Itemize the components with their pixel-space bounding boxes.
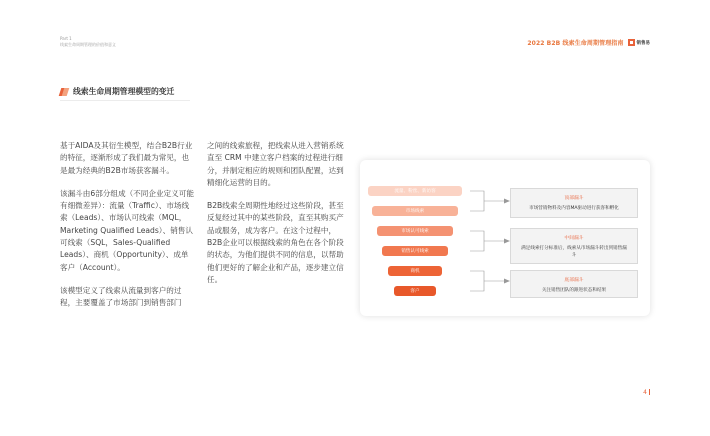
funnel-box-text: 满足线索打分标准后，线索从市场漏斗转出到销售漏斗 — [521, 246, 627, 258]
funnel-box-title: 中间漏斗 — [564, 236, 584, 241]
funnel-stage-label: 流量、粉丝、新访客 — [394, 189, 436, 194]
body-column-right — [207, 140, 345, 297]
report-title: 2022 B2B 线索生命周期管理指南 — [527, 40, 624, 47]
funnel-stage-label: 市场线索 — [405, 209, 425, 214]
page-number-value: 4 — [643, 389, 647, 396]
funnel-box-text: 关注销售团队的跟进状态和结果 — [541, 288, 607, 293]
funnel-box-title: 底部漏斗 — [564, 278, 584, 283]
funnel-stage-opportunity — [388, 266, 442, 276]
section-divider — [60, 100, 190, 101]
paragraph: B2B线索全周期性地经过这些阶段，甚至反复经过其中的某些阶段，直至其购买产品或服务，成为客户。在这个过程中，B2B企业可以根据线索的角色在各个阶段的状态，为他们提供不同的信息，以帮助他们更好的了解企业和产品，逐步建立信任。 — [207, 201, 344, 284]
paragraph: 该模型定义了线索从流量到客户的过程，主要覆盖了市场部门到销售部门 — [60, 285, 182, 308]
funnel-stage-label: 商机 — [410, 269, 420, 274]
funnel-diagram-card — [360, 160, 650, 316]
funnel-stage-account — [394, 286, 436, 296]
funnel-stage-leads — [372, 206, 458, 216]
body-column-left — [60, 140, 194, 321]
paragraph: 基于AIDA及其衍生模型，结合B2B行业的特征，逐渐形成了我们最为常见，也是最为经典的B2B市场获客漏斗。 — [60, 141, 193, 175]
funnel-stage-sql — [382, 246, 448, 256]
header-left — [60, 36, 116, 48]
funnel-box-top — [510, 188, 638, 218]
section-marker-icon — [60, 88, 68, 96]
logo-text: 销售易 — [636, 40, 650, 46]
funnel-box-text: 市场营销物料及内容MA驱动进行获客和孵化 — [529, 206, 619, 211]
page-number-bar — [649, 389, 650, 395]
funnel-stage-label: 销售认可线索 — [401, 249, 429, 254]
brand-logo — [628, 39, 651, 46]
funnel-box-bottom — [510, 270, 638, 298]
funnel-box-middle — [510, 228, 638, 264]
part-label: Part 1 — [60, 36, 72, 41]
funnel-box-title: 顶部漏斗 — [564, 196, 584, 201]
paragraph: 该漏斗由6部分组成（不同企业定义可能有细微差异）：流量（Traffic）、市场线索（Leads）、市场认可线索（MQL，Marketing Qualified Leads）、销售认可线索（SQL，Sales-Qualified Leads）、商机（Opportunity）、成单客户（Account）。 — [60, 188, 194, 272]
section-heading — [60, 86, 174, 97]
logo-icon — [628, 39, 635, 46]
funnel-stage-label: 客户 — [410, 289, 420, 294]
funnel-stage-traffic — [368, 186, 462, 196]
part-subtitle: 线索生命周期管理的价值和意义 — [60, 42, 116, 47]
funnel-stage-label: 市场认可线索 — [401, 229, 429, 234]
section-title: 线索生命周期管理模型的变迁 — [73, 87, 175, 96]
page-number — [643, 389, 650, 396]
paragraph: 之间的线索旅程，把线索从进入营销系统直至 CRM 中建立客户档案的过程进行细分，并制定相应的规则和团队配置，达到精细化运营的目的。 — [207, 141, 344, 187]
header-right — [527, 38, 650, 47]
funnel-stage-mql — [377, 226, 453, 236]
